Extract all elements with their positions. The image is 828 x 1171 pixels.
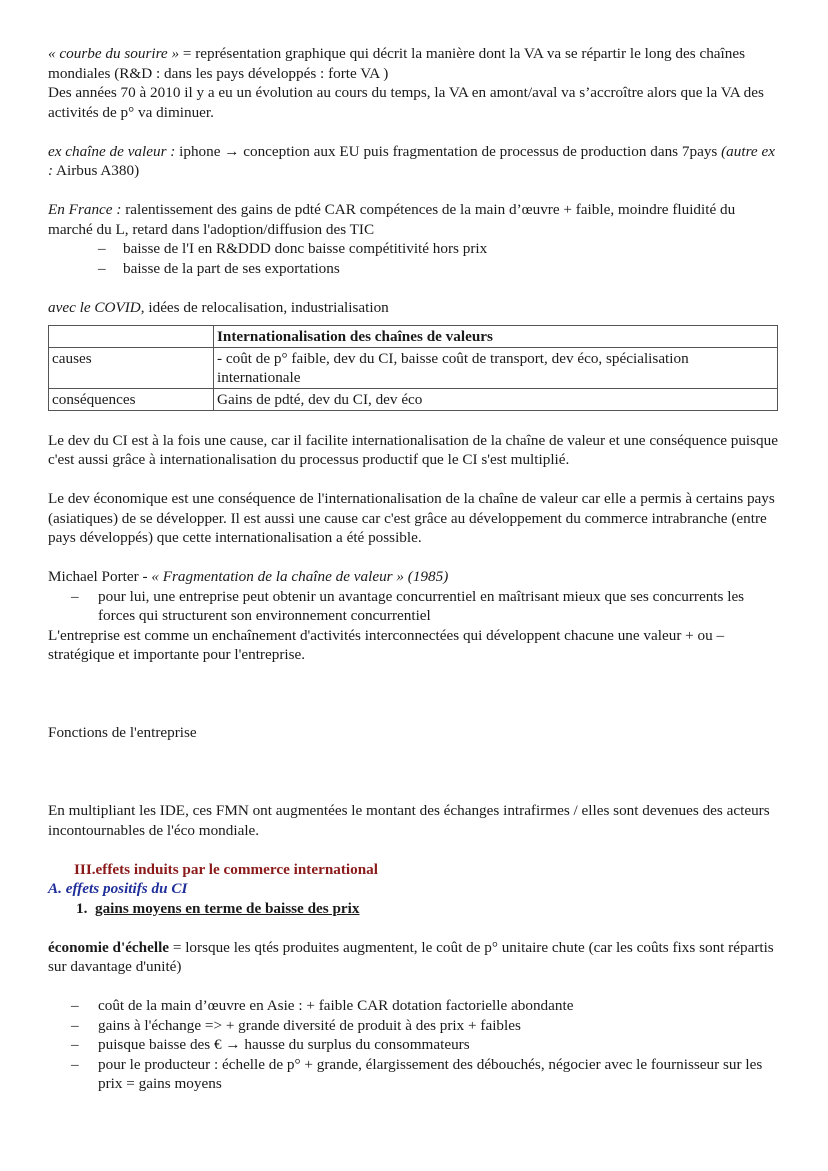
- table-cell: conséquences: [49, 389, 214, 411]
- list-item: [48, 1035, 783, 1055]
- paragraph-courbe-sourire: [48, 44, 783, 83]
- paragraph-ide-fmn: En multipliant les IDE, ces FMN ont augmentées le montant des échanges intrafirmes / elles sont devenues des acteurs incontournables de l'éco mondiale.: [48, 802, 770, 839]
- dash-bullet: –: [98, 259, 106, 277]
- label-covid: avec le COVID: [48, 298, 141, 316]
- dash-bullet: –: [71, 1016, 79, 1034]
- heading-number: 1.: [76, 899, 88, 917]
- paragraph-text: Airbus A380): [53, 162, 140, 179]
- list-item-text: puisque baisse des € → hausse du surplus du consommateurs: [98, 1036, 470, 1053]
- paragraph-text: ralentissement des gains de pdté CAR compétences de la main d’œuvre + faible, moindre fluidité du marché du L, retard dans l'adoption/diffusion des TIC: [48, 201, 736, 238]
- list-item-text: pour lui, une entreprise peut obtenir un avantage concurrentiel en maîtrisant mieux que ses concurrents les forces qui structurent son environnement concurrentiel: [98, 587, 745, 624]
- table-row: [49, 389, 778, 411]
- paragraph-economie-echelle: [48, 938, 783, 977]
- dash-bullet: –: [98, 240, 106, 257]
- term-economie-echelle: économie d'échelle: [48, 938, 170, 956]
- table-header-cell: Internationalisation des chaînes de valeurs: [214, 326, 778, 348]
- paragraph-text: iphone → conception aux EU puis fragmentation de processus de production dans 7pays: [175, 142, 722, 160]
- paragraph-dev-economique: Le dev économique est une conséquence de l'internationalisation de la chaîne de valeur car elle a permis à certains pays (asiatiques) de se développer. Il est aussi une cause car c'est grâce au développement du commerce intrabranche (entre pays développés) que cette internationalisation a été possible.: [48, 490, 775, 546]
- list-item-text: baisse de la part de ses exportations: [123, 259, 340, 277]
- work-title: « Fragmentation de la chaîne de valeur » (1985): [151, 568, 449, 585]
- list-item-text: coût de la main d’œuvre en Asie : + faible CAR dotation factorielle abondante: [98, 997, 574, 1014]
- list-item-text: gains à l'échange => + grande diversité de produit à des prix + faibles: [98, 1016, 521, 1034]
- table-header-cell: [49, 326, 214, 348]
- gains-list: [48, 996, 783, 1094]
- table-header-row: [49, 326, 778, 348]
- label-ex-chaine: ex chaîne de valeur :: [48, 142, 176, 160]
- paragraph-porter: [48, 567, 783, 587]
- label-autre-ex: (autre ex :: [48, 142, 775, 179]
- term-courbe-sourire: « courbe du sourire »: [48, 45, 180, 62]
- dash-bullet: –: [71, 587, 79, 605]
- dash-bullet: –: [71, 997, 79, 1014]
- causes-consequences-table: [48, 325, 778, 411]
- paragraph-fonctions-entreprise: Fonctions de l'entreprise: [48, 724, 197, 741]
- document-page: [48, 44, 783, 1094]
- dash-bullet: –: [71, 1036, 79, 1053]
- paragraph-text: = représentation graphique qui décrit la manière dont la VA va se répartir le long des chaînes mondiales (R&D : dans les pays développés : forte VA ): [48, 45, 746, 82]
- author-name: Michael Porter -: [48, 568, 152, 585]
- list-item-text: pour le producteur : échelle de p° + grande, élargissement des débouchés, négocier avec le fournisseur sur les prix = gains moyens: [98, 1055, 763, 1092]
- paragraph-dev-ci: Le dev du CI est à la fois une cause, car il facilite internationalisation de la chaîne de valeur et une conséquence puisque c'est aussi grâce à internationalisation du processus productif que le CI s'est multiplié.: [48, 431, 778, 468]
- table-cell: - coût de p° faible, dev du CI, baisse coût de transport, dev éco, spécialisation internationale: [214, 348, 778, 389]
- table-cell: Gains de pdté, dev du CI, dev éco: [214, 389, 778, 411]
- paragraph-chaine-valeur-example: [48, 142, 783, 181]
- paragraph-entreprise: L'entreprise est comme un enchaînement d'activités interconnectées qui développent chacune une valeur + ou – stratégique et importante pour l'entreprise.: [48, 626, 725, 663]
- list-item: [48, 259, 783, 279]
- france-list: [48, 239, 783, 278]
- list-item: [48, 239, 783, 259]
- label-en-france: En France :: [48, 201, 122, 218]
- dash-bullet: –: [71, 1055, 79, 1073]
- porter-list: [48, 587, 783, 626]
- paragraph-covid: [48, 298, 783, 318]
- list-item: [48, 1055, 783, 1094]
- heading-text: gains moyens en terme de baisse des prix: [94, 899, 360, 917]
- paragraph-france: [48, 200, 783, 239]
- list-item: [48, 1016, 783, 1036]
- table-cell: causes: [49, 348, 214, 389]
- paragraph-text: , idées de relocalisation, industrialisation: [140, 298, 389, 316]
- heading-subsection-a: A. effets positifs du CI: [48, 880, 188, 897]
- table-row: [49, 348, 778, 389]
- list-item: [48, 996, 783, 1016]
- heading-section-iii: III.effets induits par le commerce international: [74, 860, 378, 878]
- paragraph-text: = lorsque les qtés produites augmentent, le coût de p° unitaire chute (car les coûts fixs sont répartis sur davantage d'unité): [48, 938, 774, 975]
- heading-point-1: [48, 899, 783, 919]
- list-item-text: baisse de l'I en R&DDD donc baisse compétitivité hors prix: [123, 240, 488, 257]
- paragraph-evolution-va: Des années 70 à 2010 il y a eu un évolution au cours du temps, la VA en amont/aval va s’accroître alors que la VA des activités de p° va diminuer.: [48, 84, 764, 121]
- list-item: [48, 587, 783, 626]
